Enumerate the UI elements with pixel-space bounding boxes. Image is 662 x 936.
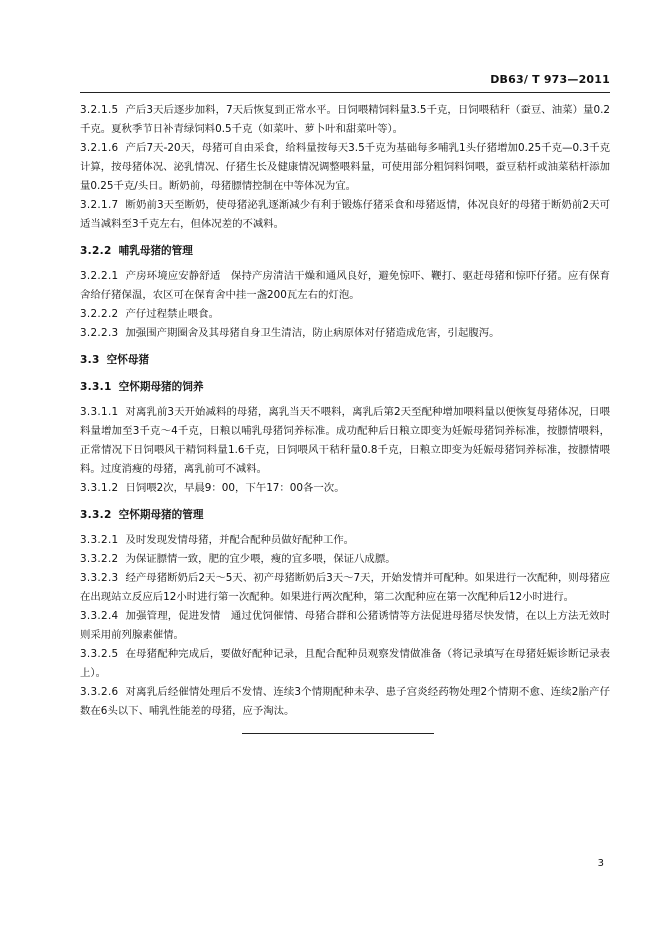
- section-heading: [80, 378, 610, 397]
- clause-text: 加强管理，促进发情 通过优饲催情、母猪合群和公猪诱情等方法促进母猪尽快发情，在以上方法无效时则采用前列腺素催情。: [80, 610, 610, 641]
- end-rule: [242, 733, 434, 734]
- section-heading: [80, 351, 610, 370]
- clause-paragraph: [80, 683, 610, 721]
- clause-text: 对离乳后经催情处理后不发情、连续3个情期配种未孕、患子宫炎经药物处理2个情期不愈、连续2胎产仔数在6头以下、哺乳性能差的母猪，应予淘汰。: [80, 686, 610, 717]
- clause-paragraph: [80, 569, 610, 607]
- clause-number: 3.3.1.2: [80, 482, 119, 494]
- clause-number: 3.3.2: [80, 509, 112, 521]
- clause-paragraph: [80, 196, 610, 234]
- clause-number: 3.3.2.5: [80, 648, 119, 660]
- clause-paragraph: [80, 101, 610, 139]
- clause-text: 空怀母猪: [106, 354, 150, 366]
- clause-number: 3.3: [80, 354, 100, 366]
- clause-text: 在母猪配种完成后，要做好配种记录，且配合配种员观察发情做准备（将记录填写在母猪妊娠诊断记录表上）。: [80, 648, 610, 679]
- clause-text: 产后7天-20天，母猪可自由采食，给料量按每天3.5千克为基础每多哺乳1头仔猪增加0.25千克—0.3千克计算，按母猪体况、泌乳情况、仔猪生长及健康情况调整喂料量，可使用部分粗饲料饲喂，蚕豆秸杆或油菜秸杆添加量0.25千克/头日。断奶前，母猪膘情控制在中等体况为宜。: [80, 142, 610, 192]
- page-number: 3: [597, 858, 604, 869]
- clause-number: 3.2.2: [80, 245, 112, 257]
- clause-paragraph: [80, 267, 610, 305]
- header-rule: [80, 92, 610, 93]
- clause-text: 产房环境应安静舒适 保持产房清洁干燥和通风良好，避免惊吓、鞭打、驱赶母猪和惊吓仔猪。应有保育舍给仔猪保温，农区可在保育舍中挂一盏200瓦左右的灯泡。: [80, 270, 610, 301]
- clause-number: 3.3.2.4: [80, 610, 119, 622]
- clause-number: 3.2.2.2: [80, 308, 119, 320]
- clause-number: 3.3.2.3: [80, 572, 119, 584]
- clause-number: 3.3.1.1: [80, 406, 119, 418]
- clause-text: 空怀期母猪的管理: [118, 509, 204, 521]
- clause-text: 产后3天后逐步加料，7天后恢复到正常水平。日饲喂精饲料量3.5千克，日饲喂秸秆（蚕豆、油菜）量0.2千克。夏秋季节日补青绿饲料0.5千克（如菜叶、萝卜叶和甜菜叶等）。: [80, 104, 610, 135]
- clause-number: 3.2.1.7: [80, 199, 119, 211]
- clause-number: 3.2.2.1: [80, 270, 119, 282]
- clause-paragraph: [80, 645, 610, 683]
- clause-number: 3.2.1.5: [80, 104, 119, 116]
- clause-number: 3.3.1: [80, 381, 112, 393]
- clause-text: 日饲喂2次，早晨9：00，下午17：00各一次。: [125, 482, 345, 494]
- clause-paragraph: [80, 607, 610, 645]
- clause-number: 3.3.2.6: [80, 686, 119, 698]
- clause-text: 及时发现发情母猪，并配合配种员做好配种工作。: [125, 534, 355, 546]
- clause-text: 产仔过程禁止喂食。: [125, 308, 219, 320]
- clause-number: 3.2.2.3: [80, 327, 119, 339]
- clause-number: 3.3.2.2: [80, 553, 119, 565]
- clause-paragraph: [80, 479, 610, 498]
- clause-paragraph: [80, 305, 610, 324]
- clause-text: 断奶前3天至断奶，使母猪泌乳逐渐减少有利于锻炼仔猪采食和母猪返情，体况良好的母猪于断奶前2天可适当减料至3千克左右，但体况差的不减料。: [80, 199, 610, 230]
- clause-paragraph: [80, 531, 610, 550]
- clause-text: 对离乳前3天开始减料的母猪，离乳当天不喂料，离乳后第2天至配种增加喂料量以便恢复母猪体况，日喂料量增加至3千克～4千克，日粮以哺乳母猪饲养标准。成功配种后日粮立即变为妊娠母猪饲养标准，按膘情喂料，正常情况下日饲喂风干精饲料量1.6千克，日饲喂风干秸秆量0.8千克，日粮立即变为妊娠母猪饲养标准，按膘情喂料。过度消瘦的母猪，离乳前可不减料。: [80, 406, 610, 475]
- clause-text: 加强围产期圈舍及其母猪自身卫生清洁，防止病原体对仔猪造成危害，引起腹泻。: [125, 327, 500, 339]
- document-body: [80, 101, 610, 721]
- document-code: DB63/ T 973—2011: [490, 73, 610, 86]
- clause-text: 经产母猪断奶后2天～5天、初产母猪断奶后3天～7天，开始发情并可配种。如果进行一次配种，则母猪应在出现站立反应后12小时进行第一次配种。如果进行两次配种，第二次配种应在第一次配种后12小时进行。: [80, 572, 610, 603]
- clause-paragraph: [80, 550, 610, 569]
- clause-number: 3.2.1.6: [80, 142, 119, 154]
- section-heading: [80, 506, 610, 525]
- clause-text: 为保证膘情一致，肥的宜少喂，瘦的宜多喂，保证八成膘。: [125, 553, 396, 565]
- clause-paragraph: [80, 139, 610, 196]
- clause-number: 3.3.2.1: [80, 534, 119, 546]
- clause-paragraph: [80, 403, 610, 479]
- clause-text: 哺乳母猪的管理: [118, 245, 193, 257]
- clause-paragraph: [80, 324, 610, 343]
- section-heading: [80, 242, 610, 261]
- clause-text: 空怀期母猪的饲养: [118, 381, 204, 393]
